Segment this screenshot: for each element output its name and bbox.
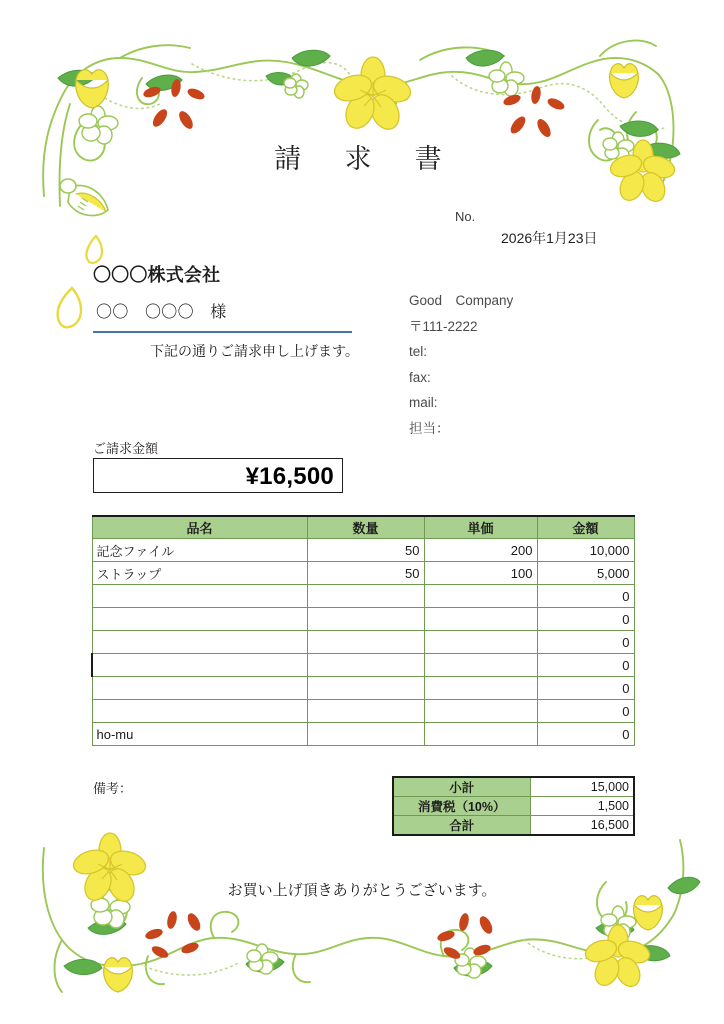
cell-quantity[interactable] [307, 677, 424, 700]
cell-unit-price[interactable] [424, 608, 537, 631]
cell-amount[interactable]: 0 [537, 700, 634, 723]
column-header-amount: 金額 [537, 516, 634, 539]
cell-unit-price[interactable]: 100 [424, 562, 537, 585]
cell-unit-price[interactable] [424, 700, 537, 723]
cell-quantity[interactable]: 50 [307, 562, 424, 585]
billed-amount-value: ¥16,500 [245, 463, 334, 490]
invoice-number-label: No. [455, 209, 476, 224]
table-row[interactable] [92, 631, 634, 654]
client-underline-rule [93, 331, 352, 333]
column-header-quantity: 数量 [307, 516, 424, 539]
cell-unit-price[interactable] [424, 654, 537, 677]
cell-amount[interactable]: 5,000 [537, 562, 634, 585]
footer-thankyou-message: お買い上げ頂きありがとうございます。 [227, 882, 497, 899]
totals-value: 1,500 [530, 797, 634, 816]
cell-amount[interactable]: 0 [537, 654, 634, 677]
cell-amount[interactable]: 0 [537, 631, 634, 654]
yellow-petal-drops-icon [54, 232, 114, 342]
issuer-postal-code: 〒111-2222 [409, 318, 478, 334]
cell-amount[interactable]: 0 [537, 608, 634, 631]
table-row[interactable] [92, 608, 634, 631]
cell-amount[interactable]: 10,000 [537, 539, 634, 562]
issuer-name: Good Company [409, 293, 514, 308]
cell-item-name[interactable] [92, 585, 307, 608]
cell-item-name[interactable]: ストラップ [92, 562, 307, 585]
issuer-fax: fax: [409, 369, 431, 385]
issue-date: 2026年1月23日 [501, 230, 598, 246]
cell-quantity[interactable] [307, 631, 424, 654]
table-row[interactable] [92, 677, 634, 700]
table-row[interactable] [92, 723, 634, 746]
cell-quantity[interactable] [307, 608, 424, 631]
totals-row [393, 797, 634, 816]
client-company-name: 〇〇〇株式会社 [93, 265, 221, 285]
totals-value: 16,500 [530, 816, 634, 836]
table-row[interactable] [92, 654, 634, 677]
totals-row [393, 816, 634, 836]
cell-item-name[interactable] [92, 608, 307, 631]
floral-vine-border-bottom-icon [0, 828, 724, 1024]
totals-label: 消費税（10%） [393, 797, 530, 816]
cell-unit-price[interactable] [424, 631, 537, 654]
column-header-item-name: 品名 [92, 516, 307, 539]
totals-table-body [393, 777, 634, 835]
totals-label: 合計 [393, 816, 530, 836]
billed-amount-box [93, 458, 343, 493]
table-row[interactable] [92, 585, 634, 608]
cell-unit-price[interactable] [424, 677, 537, 700]
items-table-header-row [92, 516, 634, 539]
cell-item-name[interactable] [92, 677, 307, 700]
cell-item-name[interactable]: ho-mu [92, 723, 307, 746]
issuer-info-block [409, 288, 513, 441]
table-row[interactable] [92, 700, 634, 723]
cell-quantity[interactable] [307, 585, 424, 608]
cell-amount[interactable]: 0 [537, 585, 634, 608]
page-title: 請 求 書 [274, 144, 450, 175]
table-row[interactable] [92, 539, 634, 562]
cell-item-name[interactable] [92, 654, 307, 677]
cell-item-name[interactable] [92, 631, 307, 654]
column-header-unit-price: 単価 [424, 516, 537, 539]
table-row[interactable] [92, 562, 634, 585]
items-table [91, 515, 635, 746]
totals-table [392, 776, 635, 836]
cell-unit-price[interactable] [424, 585, 537, 608]
cell-quantity[interactable]: 50 [307, 539, 424, 562]
totals-label: 小計 [393, 777, 530, 797]
issuer-mail: mail: [409, 395, 438, 410]
billed-amount-label: ご請求金額 [93, 441, 159, 456]
cell-quantity[interactable] [307, 700, 424, 723]
totals-row [393, 777, 634, 797]
cell-item-name[interactable] [92, 700, 307, 723]
client-person-name: 〇〇 〇〇〇 様 [96, 304, 227, 321]
remarks-label: 備考： [93, 781, 133, 796]
cell-amount[interactable]: 0 [537, 677, 634, 700]
items-table-body [92, 539, 634, 746]
floral-vine-border-top-icon [0, 0, 724, 230]
cell-quantity[interactable] [307, 654, 424, 677]
cell-item-name[interactable]: 記念ファイル [92, 539, 307, 562]
cell-quantity[interactable] [307, 723, 424, 746]
issuer-tel: tel: [409, 344, 428, 359]
issuer-contact-person: 担当： [409, 420, 450, 436]
cell-unit-price[interactable]: 200 [424, 539, 537, 562]
request-statement: 下記の通りご請求申し上げます。 [150, 343, 359, 359]
cell-amount[interactable]: 0 [537, 723, 634, 746]
totals-value: 15,000 [530, 777, 634, 797]
cell-unit-price[interactable] [424, 723, 537, 746]
